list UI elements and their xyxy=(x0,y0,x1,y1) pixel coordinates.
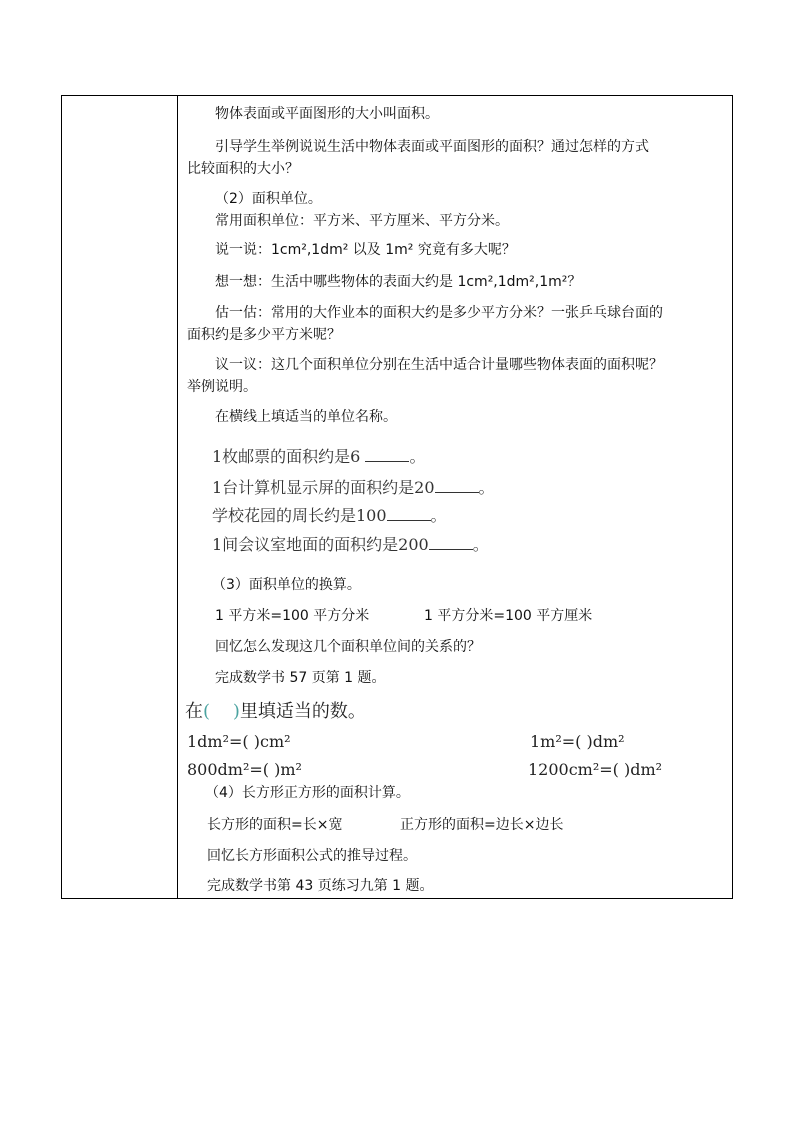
bracket-blank: ( ) xyxy=(203,701,240,722)
text-line: 常用面积单位：平方米、平方厘米、平方分米。 xyxy=(215,213,509,229)
answer-blank xyxy=(365,447,409,462)
fill-line-4 xyxy=(212,535,489,555)
exercise-2: 1m²=( )dm² xyxy=(530,732,625,751)
fill-line-3 xyxy=(212,506,447,526)
text-line: （4）长方形正方形的面积计算。 xyxy=(205,785,410,801)
fill-line-2 xyxy=(212,478,495,498)
text-line: 1 平方分米=100 平方厘米 xyxy=(424,608,593,624)
answer-blank xyxy=(435,478,479,493)
fill-period: 。 xyxy=(472,535,489,554)
text-line: 在横线上填适当的单位名称。 xyxy=(215,409,397,425)
text-line: 想一想：生活中哪些物体的表面大约是 1cm²,1dm²,1m²？ xyxy=(215,274,582,290)
fill-period: 。 xyxy=(430,506,447,525)
fill-period: 。 xyxy=(478,478,495,497)
text-line: 引导学生举例说说生活中物体表面或平面图形的面积？通过怎样的方式 xyxy=(215,139,649,155)
text-line: 比较面积的大小？ xyxy=(187,161,299,177)
text-line: 议一议：这几个面积单位分别在生活中适合计量哪些物体表面的面积呢？ xyxy=(215,357,663,373)
text-line: （2）面积单位。 xyxy=(215,191,322,207)
text-line: 完成数学书第 43 页练习九第 1 题。 xyxy=(207,878,434,894)
text-line: 回忆长方形面积公式的推导过程。 xyxy=(207,848,417,864)
fill-text: 1台计算机显示屏的面积约是20 xyxy=(212,478,435,497)
exercise-1: 1dm²=( )cm² xyxy=(187,732,291,751)
text-line: 举例说明。 xyxy=(187,379,257,395)
text-line: 物体表面或平面图形的大小叫面积。 xyxy=(215,106,439,122)
text-line: 完成数学书 57 页第 1 题。 xyxy=(215,670,386,686)
exercise-title-b: 里填适当的数。 xyxy=(239,701,366,722)
exercise-3: 800dm²=( )m² xyxy=(187,760,302,779)
text-line: 1 平方米=100 平方分米 xyxy=(215,608,370,624)
exercise-title xyxy=(185,702,366,722)
text-line: 说一说：1cm²,1dm² 以及 1m² 究竟有多大呢？ xyxy=(215,242,516,258)
exercise-title-a: 在 xyxy=(185,701,203,722)
text-line: 长方形的面积=长×宽 xyxy=(207,817,343,833)
text-line: 面积约是多少平方米呢？ xyxy=(187,327,341,343)
answer-blank xyxy=(387,506,431,521)
column-divider xyxy=(177,96,178,898)
text-line: （3）面积单位的换算。 xyxy=(212,577,361,593)
fill-text: 学校花园的周长约是100 xyxy=(212,506,387,525)
fill-text: 1间会议室地面的面积约是200 xyxy=(212,535,429,554)
fill-text: 1枚邮票的面积约是6 xyxy=(212,447,361,466)
exercise-4: 1200cm²=( )dm² xyxy=(528,760,663,779)
text-line: 回忆怎么发现这几个面积单位间的关系的？ xyxy=(215,639,481,655)
fill-line-1 xyxy=(212,447,425,467)
answer-blank xyxy=(429,535,473,550)
text-line: 正方形的面积=边长×边长 xyxy=(400,817,564,833)
text-line: 估一估：常用的大作业本的面积大约是多少平方分米？一张乒乓球台面的 xyxy=(215,305,663,321)
fill-period: 。 xyxy=(409,447,426,466)
